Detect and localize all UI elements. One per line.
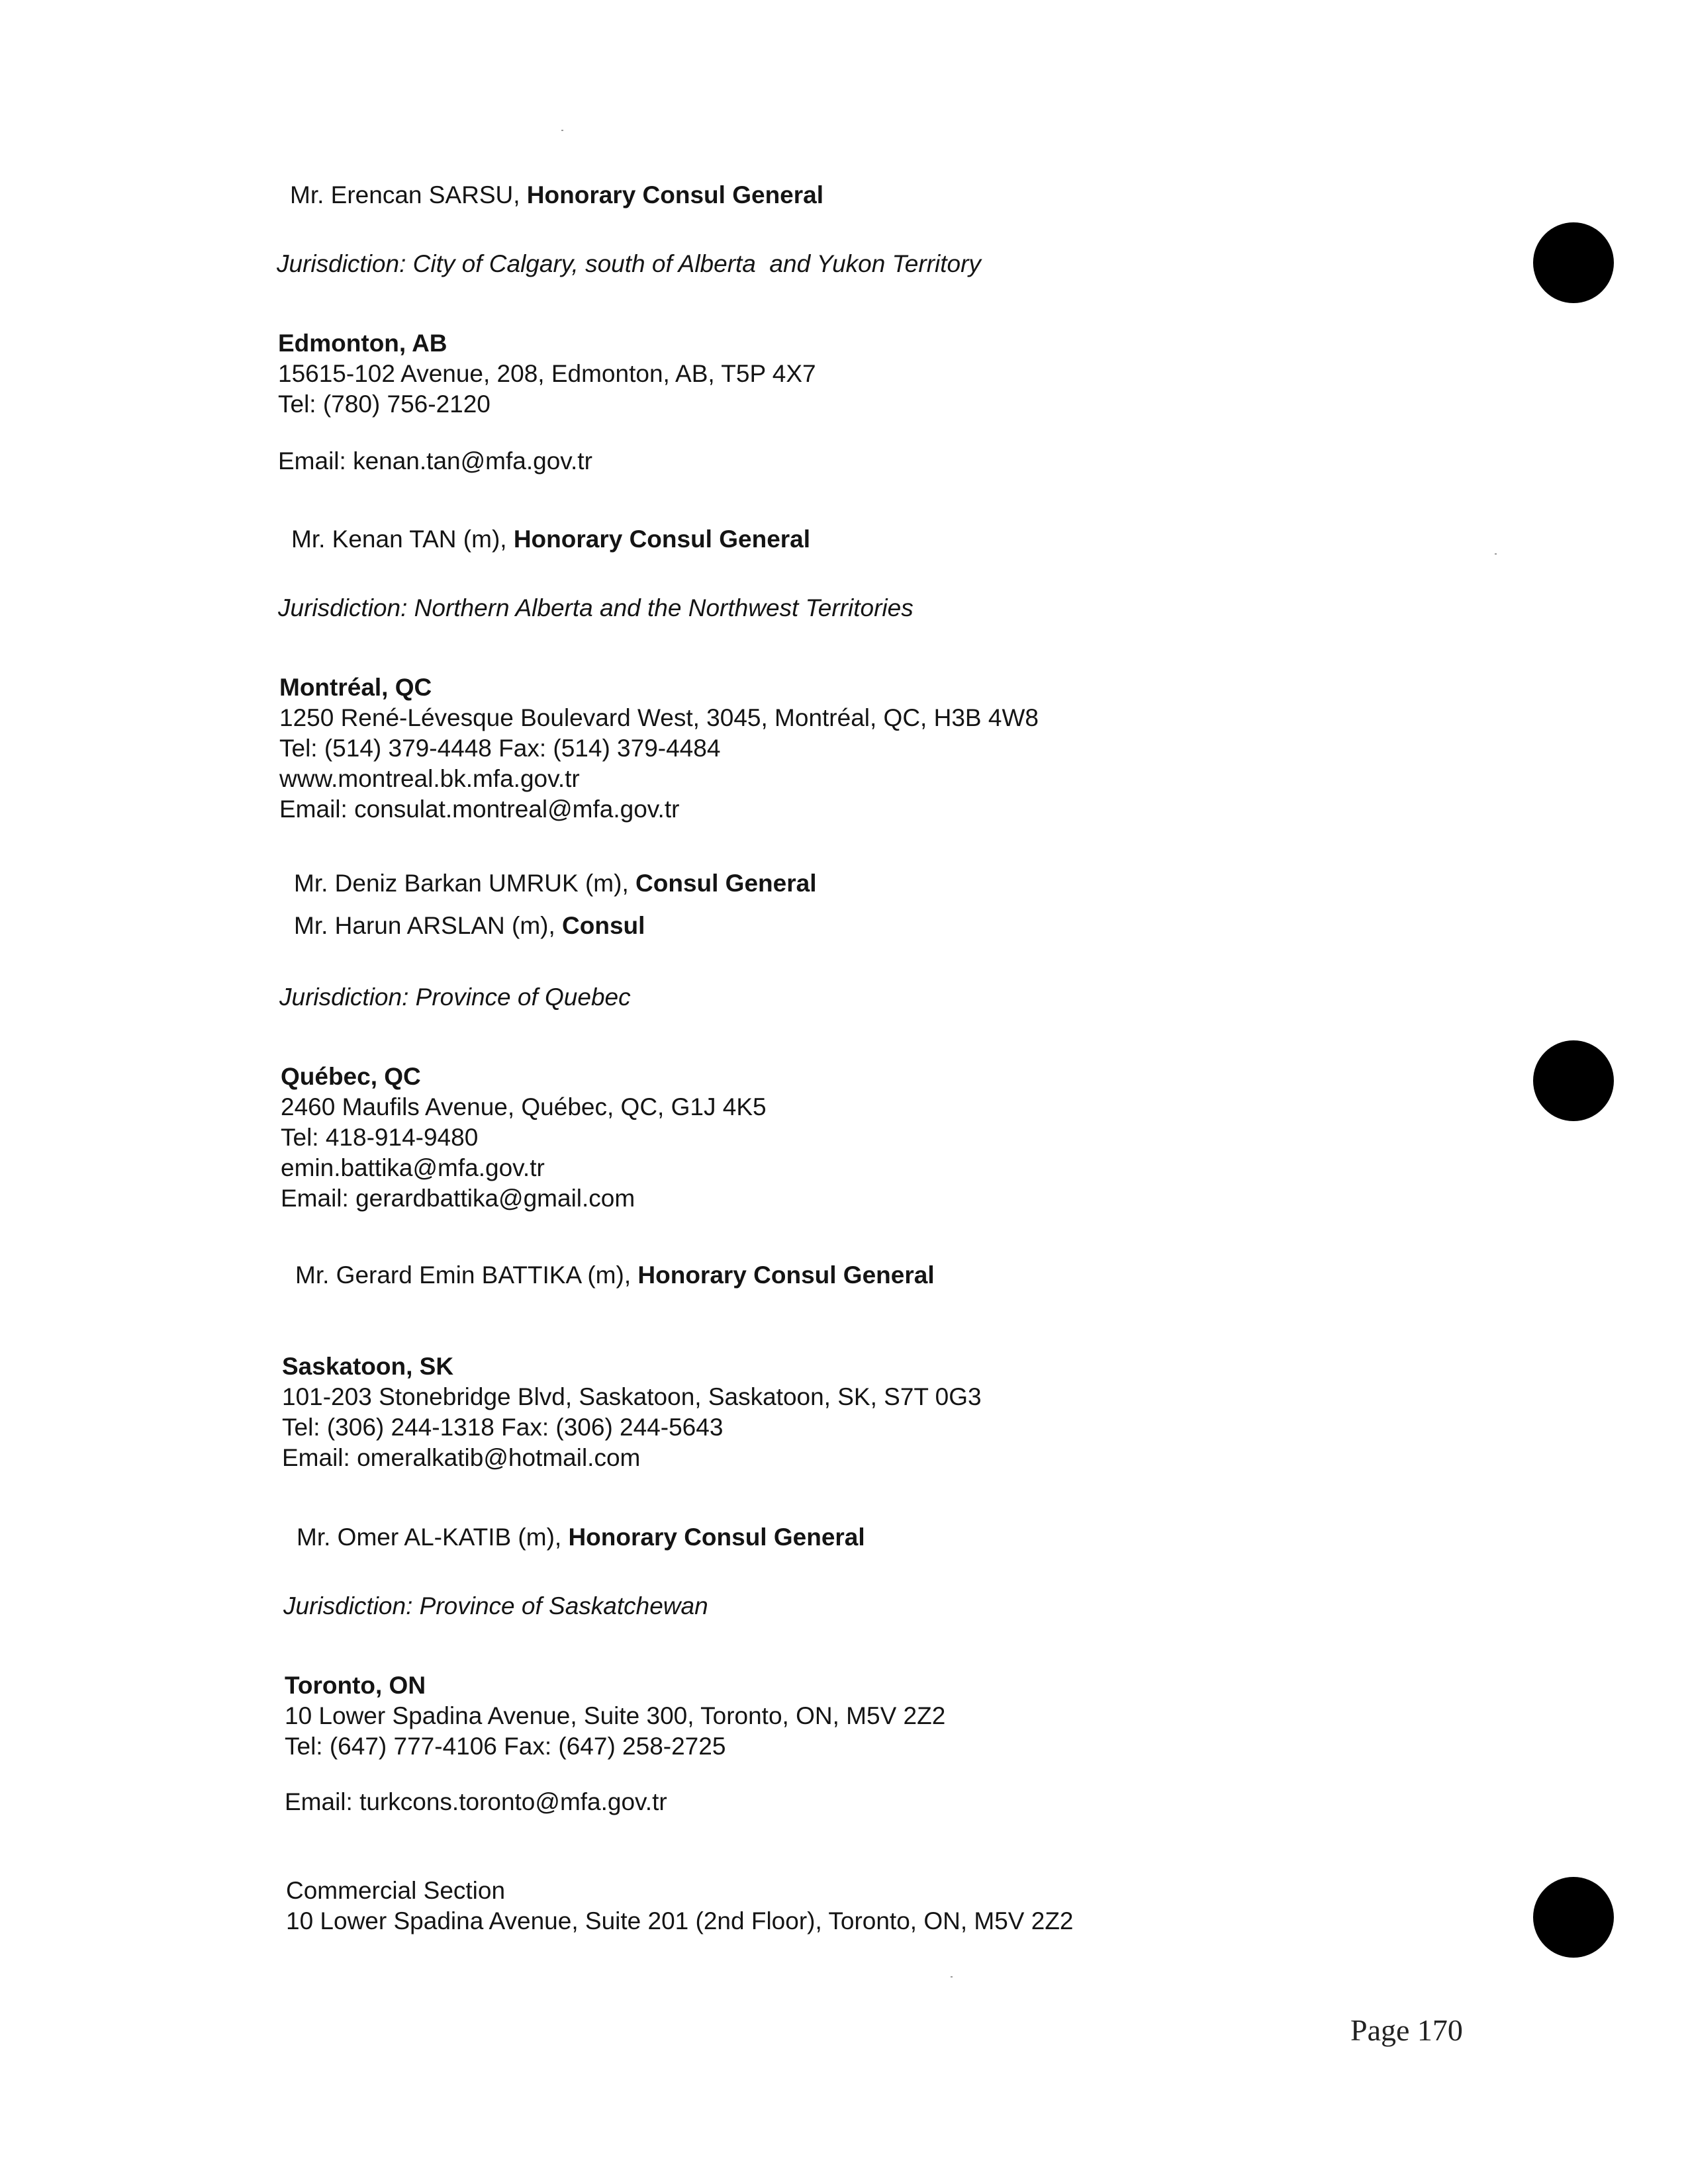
montreal-email: Email: consulat.montreal@mfa.gov.tr	[279, 796, 680, 823]
quebec-official-title: Honorary Consul General	[637, 1261, 935, 1289]
montreal-official-2-line	[294, 911, 645, 941]
montreal-official-1-line	[294, 868, 816, 899]
saskatoon-city: Saskatoon, SK	[282, 1353, 454, 1380]
page-number: Page 170	[1350, 2013, 1463, 2047]
quebec-official-line	[295, 1260, 935, 1291]
saskatoon-jurisdiction-line	[283, 1591, 708, 1621]
toronto-tel: Tel: (647) 777-4106 Fax: (647) 258-2725	[285, 1733, 726, 1760]
montreal-official-2-name: Mr. Harun ARSLAN (m),	[294, 912, 563, 939]
saskatoon-tel: Tel: (306) 244-1318 Fax: (306) 244-5643	[282, 1414, 724, 1441]
saskatoon-address: 101-203 Stonebridge Blvd, Saskatoon, Saskatoon, SK, S7T 0G3	[282, 1383, 982, 1410]
calgary-official-name: Mr. Erencan SARSU,	[290, 181, 527, 208]
montreal-official-2-title: Consul	[562, 912, 645, 939]
edmonton-official-title: Honorary Consul General	[513, 525, 811, 553]
toronto-email: Email: turkcons.toronto@mfa.gov.tr	[285, 1788, 667, 1815]
montreal-city: Montréal, QC	[279, 674, 432, 701]
quebec-address: 2460 Maufils Avenue, Québec, QC, G1J 4K5	[281, 1093, 767, 1120]
edmonton-email: Email: kenan.tan@mfa.gov.tr	[278, 447, 592, 475]
montreal-jurisdiction-label: Jurisdiction:	[279, 983, 409, 1011]
edmonton-address: 15615-102 Avenue, 208, Edmonton, AB, T5P 4X7	[278, 360, 816, 387]
quebec-tel: Tel: 418-914-9480	[281, 1124, 479, 1151]
saskatoon-jurisdiction: Province of Saskatchewan	[419, 1592, 708, 1619]
quebec-email-1: emin.battika@mfa.gov.tr	[281, 1154, 545, 1181]
binder-hole-top	[1533, 222, 1614, 303]
saskatoon-official-name: Mr. Omer AL-KATIB (m),	[297, 1524, 569, 1551]
montreal-official-1-name: Mr. Deniz Barkan UMRUK (m),	[294, 870, 636, 897]
edmonton-city: Edmonton, AB	[278, 330, 447, 357]
saskatoon-official-title: Honorary Consul General	[568, 1524, 865, 1551]
binder-hole-middle	[1533, 1040, 1614, 1121]
calgary-jurisdiction: City of Calgary, south of Alberta and Yukon Territory	[412, 250, 981, 277]
edmonton-official-line	[291, 524, 810, 555]
scan-speck	[951, 1976, 953, 1978]
edmonton-jurisdiction-label: Jurisdiction:	[278, 594, 408, 621]
montreal-tel: Tel: (514) 379-4448 Fax: (514) 379-4484	[279, 735, 721, 762]
quebec-official-name: Mr. Gerard Emin BATTIKA (m),	[295, 1261, 638, 1289]
montreal-jurisdiction-line	[279, 982, 631, 1013]
toronto-commercial-label: Commercial Section	[286, 1877, 506, 1904]
edmonton-jurisdiction-line	[278, 593, 914, 623]
edmonton-jurisdiction: Northern Alberta and the Northwest Territories	[414, 594, 914, 621]
binder-hole-bottom	[1533, 1877, 1614, 1958]
scan-speck	[561, 130, 563, 131]
quebec-city: Québec, QC	[281, 1063, 421, 1090]
calgary-jurisdiction-label: Jurisdiction:	[277, 250, 406, 277]
toronto-address: 10 Lower Spadina Avenue, Suite 300, Toronto, ON, M5V 2Z2	[285, 1702, 946, 1729]
calgary-jurisdiction-line	[277, 249, 981, 279]
calgary-official-line	[290, 180, 823, 210]
montreal-official-1-title: Consul General	[635, 870, 817, 897]
edmonton-official-name: Mr. Kenan TAN (m),	[291, 525, 514, 553]
montreal-address: 1250 René-Lévesque Boulevard West, 3045, Montréal, QC, H3B 4W8	[279, 704, 1039, 731]
montreal-website: www.montreal.bk.mfa.gov.tr	[279, 765, 580, 792]
montreal-jurisdiction: Province of Quebec	[415, 983, 631, 1011]
calgary-official-title: Honorary Consul General	[526, 181, 824, 208]
edmonton-tel: Tel: (780) 756-2120	[278, 390, 491, 418]
saskatoon-email: Email: omeralkatib@hotmail.com	[282, 1444, 641, 1471]
saskatoon-jurisdiction-label: Jurisdiction:	[283, 1592, 413, 1619]
toronto-city: Toronto, ON	[285, 1672, 426, 1699]
saskatoon-official-line	[297, 1522, 865, 1553]
quebec-email-2: Email: gerardbattika@gmail.com	[281, 1185, 635, 1212]
toronto-commercial-address: 10 Lower Spadina Avenue, Suite 201 (2nd Floor), Toronto, ON, M5V 2Z2	[286, 1907, 1074, 1934]
scan-speck	[1495, 553, 1497, 555]
